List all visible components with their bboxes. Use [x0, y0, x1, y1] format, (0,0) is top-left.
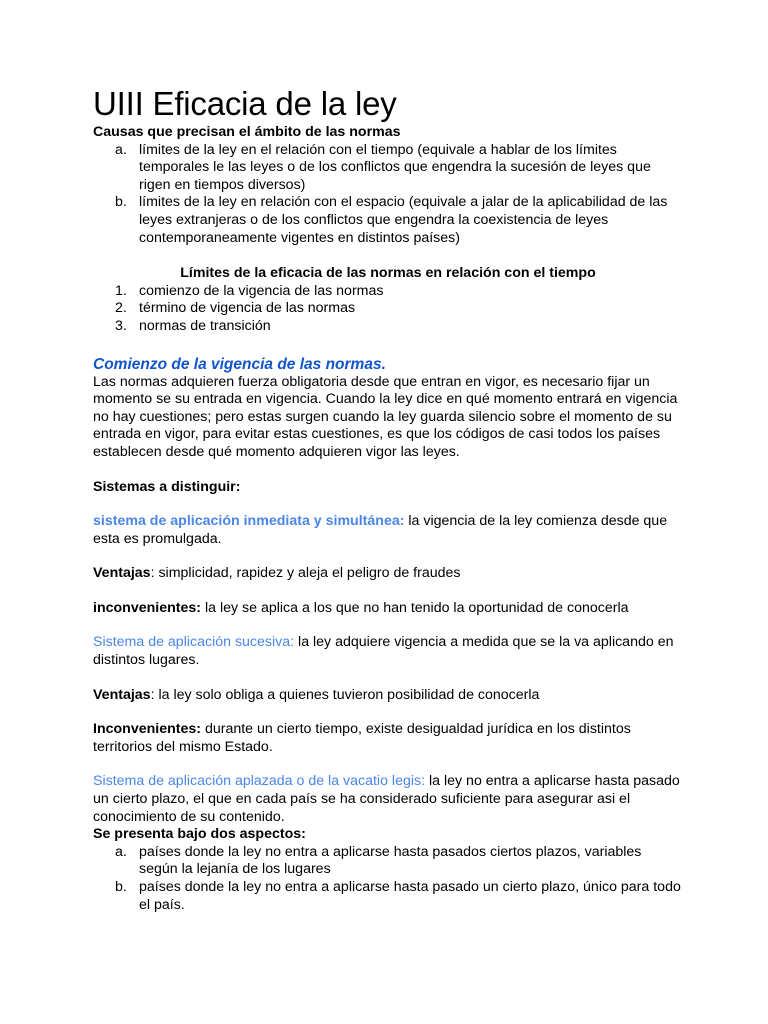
list-item-text: países donde la ley no entra a aplicarse hasta pasados ciertos plazos, variables según la lejanía de los lugares: [139, 843, 642, 878]
drawbacks-text: la ley se aplica a los que no han tenido la oportunidad de conocerla: [201, 599, 629, 616]
document-body: [93, 84, 683, 914]
drawbacks-1: [93, 600, 683, 618]
advantages-label: Ventajas: [93, 686, 151, 703]
drawbacks-text: durante un cierto tiempo, existe desigualdad jurídica en los distintos territorios del mismo Estado.: [93, 721, 631, 755]
section-heading: Comienzo de la vigencia de las normas.: [93, 355, 386, 373]
causes-heading: Causas que precisan el ámbito de las normas: [93, 124, 401, 140]
advantages-2: [93, 687, 683, 705]
system-label: Sistema de aplicación aplazada o de la vacatio legis:: [93, 773, 426, 790]
aspects-list: [93, 844, 683, 914]
system-label: sistema de aplicación inmediata y simultánea:: [93, 513, 405, 530]
system-description: la vigencia de la ley comienza desde que esta es promulgada.: [93, 513, 668, 547]
aspects-heading: Se presenta bajo dos aspectos:: [93, 826, 306, 843]
list-marker: a.: [115, 141, 127, 158]
list-item: [93, 142, 683, 195]
list-marker: b.: [115, 879, 127, 895]
system-label: Sistema de aplicación sucesiva:: [93, 634, 295, 651]
drawbacks-label: Inconvenientes:: [93, 721, 202, 738]
list-item: [93, 194, 683, 247]
causes-list: [93, 142, 683, 248]
system-immediate: [93, 513, 683, 548]
system-successive: [93, 634, 683, 669]
list-item-text: término de vigencia de las normas: [139, 300, 356, 317]
list-marker: 3.: [115, 317, 127, 334]
systems-heading: Sistemas a distinguir:: [93, 478, 241, 495]
list-item-text: límites de la ley en el relación con el tiempo (equivale a hablar de los límites temporales le las leyes o de los conflictos que engendra la sucesión de leyes que rigen en tiempos diversos): [139, 141, 651, 193]
list-item: [93, 318, 683, 336]
intro-paragraph: Las normas adquieren fuerza obligatoria desde que entran en vigor, es necesario fijar un momento se su entrada en vigencia. Cuando la ley dice en qué momento entrará en vigencia no hay cuestiones; pero estas surgen cuando la ley guarda silencio sobre el momento de su entrada en vigor, para evitar estas cuestiones, es que los códigos de casi todos los países establecen desde qué momento adquieren vigor las leyes.: [93, 373, 678, 460]
list-item-text: países donde la ley no entra a aplicarse hasta pasado un cierto plazo, único para todo el país.: [139, 879, 681, 913]
advantages-1: [93, 565, 683, 583]
list-item: [93, 844, 683, 879]
drawbacks-label: inconvenientes:: [93, 599, 202, 616]
limits-heading: Límites de la eficacia de las normas en relación con el tiempo: [180, 265, 596, 282]
list-marker: a.: [115, 843, 127, 860]
drawbacks-2: [93, 721, 683, 756]
system-description: la ley no entra a aplicarse hasta pasado un cierto plazo, el que en cada país se ha considerado suficiente para asegurar asi el conocimiento de su contenido.: [93, 773, 680, 825]
list-item: [93, 300, 683, 318]
system-deferred: [93, 773, 683, 826]
advantages-text: : simplicidad, rapidez y aleja el peligro de fraudes: [150, 565, 461, 582]
list-item-text: comienzo de la vigencia de las normas: [139, 282, 384, 299]
limits-list: [93, 283, 683, 336]
list-item: [93, 283, 683, 301]
list-item: [93, 879, 683, 914]
system-description: la ley adquiere vigencia a medida que se la va aplicando en distintos lugares.: [93, 634, 674, 669]
advantages-label: Ventajas: [93, 565, 151, 582]
list-item-text: normas de transición: [139, 317, 271, 334]
advantages-text: : la ley solo obliga a quienes tuvieron posibilidad de conocerla: [150, 686, 540, 703]
page-title: UIII Eficacia de la ley: [93, 85, 397, 122]
list-marker: 1.: [115, 282, 127, 299]
list-item-text: límites de la ley en relación con el espacio (equivale a jalar de la aplicabilidad de las leyes extranjeras o de los conflictos que engendra la coexistencia de leyes contemporaneamente vigentes en distintos países): [139, 194, 668, 246]
list-marker: 2.: [115, 300, 127, 317]
list-marker: b.: [115, 194, 127, 211]
